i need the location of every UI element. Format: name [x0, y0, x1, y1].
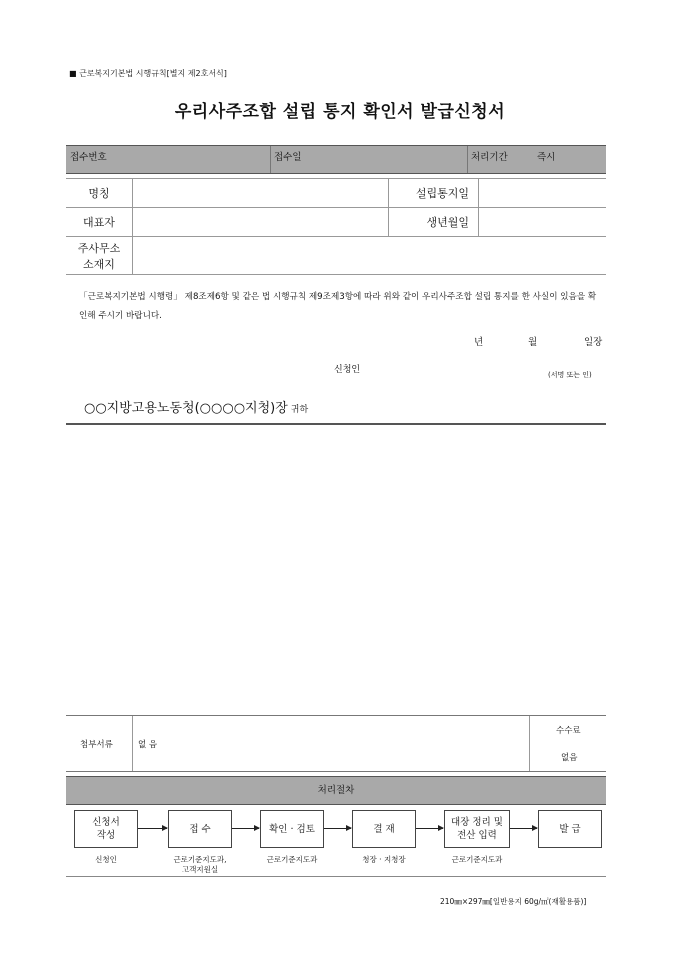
step-label: 접 수	[189, 823, 211, 835]
step-label: 대장 정리 및	[451, 817, 503, 828]
step-receipt	[168, 810, 232, 848]
divider	[66, 423, 606, 425]
processing-period-value: 즉시	[537, 152, 556, 163]
addressee-name: ○○지방고용노동청(○○○○지청)장	[84, 401, 288, 416]
date-day-label: 일장	[584, 337, 603, 348]
addressee-suffix: 귀하	[290, 405, 309, 415]
step-label: 확인 · 검토	[269, 823, 315, 835]
divider	[270, 146, 271, 173]
step-department: 근로기준지도과	[266, 855, 318, 864]
step-approval	[352, 810, 416, 848]
form-number-label: ■ 근로복지기본법 시행규칙[별지 제2호서식]	[69, 69, 227, 78]
flow-arrow	[510, 828, 537, 829]
founded-date-label: 설립통지일	[389, 179, 479, 208]
attachments-label: 첨부서류	[80, 740, 113, 750]
signature-note: (서명 또는 인)	[548, 371, 592, 379]
birthdate-label: 생년월일	[389, 208, 479, 237]
divider	[66, 876, 606, 877]
step-department: 근로기준지도과, 고객지원실	[173, 855, 227, 874]
fee-value: 없음	[561, 753, 578, 763]
divider	[529, 716, 530, 771]
step-review	[260, 810, 324, 848]
step-label: 발 급	[559, 823, 581, 835]
processing-period-label: 처리기간	[471, 152, 508, 163]
office-address-label-line1: 주사무소	[77, 241, 121, 255]
receipt-number-label: 접수번호	[70, 152, 107, 163]
step-label: 작성	[96, 830, 116, 841]
receipt-date-label: 접수일	[274, 152, 302, 163]
divider	[132, 716, 133, 771]
office-address-label	[66, 237, 133, 275]
step-registry	[444, 810, 510, 848]
page-title: 우리사주조합 설립 통지 확인서 발급신청서	[174, 102, 506, 122]
date-year-label: 년	[474, 337, 484, 348]
representative-field[interactable]	[133, 208, 389, 237]
step-department: 청장 · 지청장	[362, 855, 406, 864]
step-department: 신청인	[95, 855, 117, 864]
flow-arrow	[416, 828, 443, 829]
attachments-table	[66, 715, 606, 772]
step-label: 전산 입력	[457, 830, 497, 841]
paper-size-note: 210㎜×297㎜[일반용지 60g/㎡(재활용품)]	[440, 897, 587, 906]
addressee	[84, 397, 308, 416]
applicant-label: 신청인	[334, 365, 361, 375]
attachments-value: 없 음	[138, 740, 158, 750]
step-application	[74, 810, 138, 848]
office-address-label-line2: 소재지	[83, 257, 115, 271]
name-field[interactable]	[133, 179, 389, 208]
request-statement: 「근로복지기본법 시행령」 제8조제6항 및 같은 법 시행규칙 제9조제3항에 따라 위와 같이 우리사주조합 설립 통지를 한 사실이 있음을 확인해 주시기 바랍니다.	[79, 292, 597, 321]
applicant-info-table	[66, 178, 606, 275]
step-label: 결 재	[373, 823, 395, 835]
flow-arrow	[232, 828, 259, 829]
flow-arrow	[324, 828, 351, 829]
step-department: 근로기준지도과	[451, 855, 503, 864]
birthdate-field[interactable]	[479, 208, 607, 237]
name-label: 명칭	[66, 179, 133, 208]
date-month-label: 월	[528, 337, 538, 348]
representative-label: 대표자	[66, 208, 133, 237]
step-label: 신청서	[92, 817, 120, 828]
step-issuance	[538, 810, 602, 848]
reception-bar	[66, 145, 606, 174]
divider	[467, 146, 468, 173]
founded-date-field[interactable]	[479, 179, 607, 208]
office-address-field[interactable]	[133, 237, 607, 275]
fee-label: 수수료	[556, 726, 581, 736]
procedure-header: 처리절차	[66, 776, 606, 805]
flow-arrow	[138, 828, 167, 829]
